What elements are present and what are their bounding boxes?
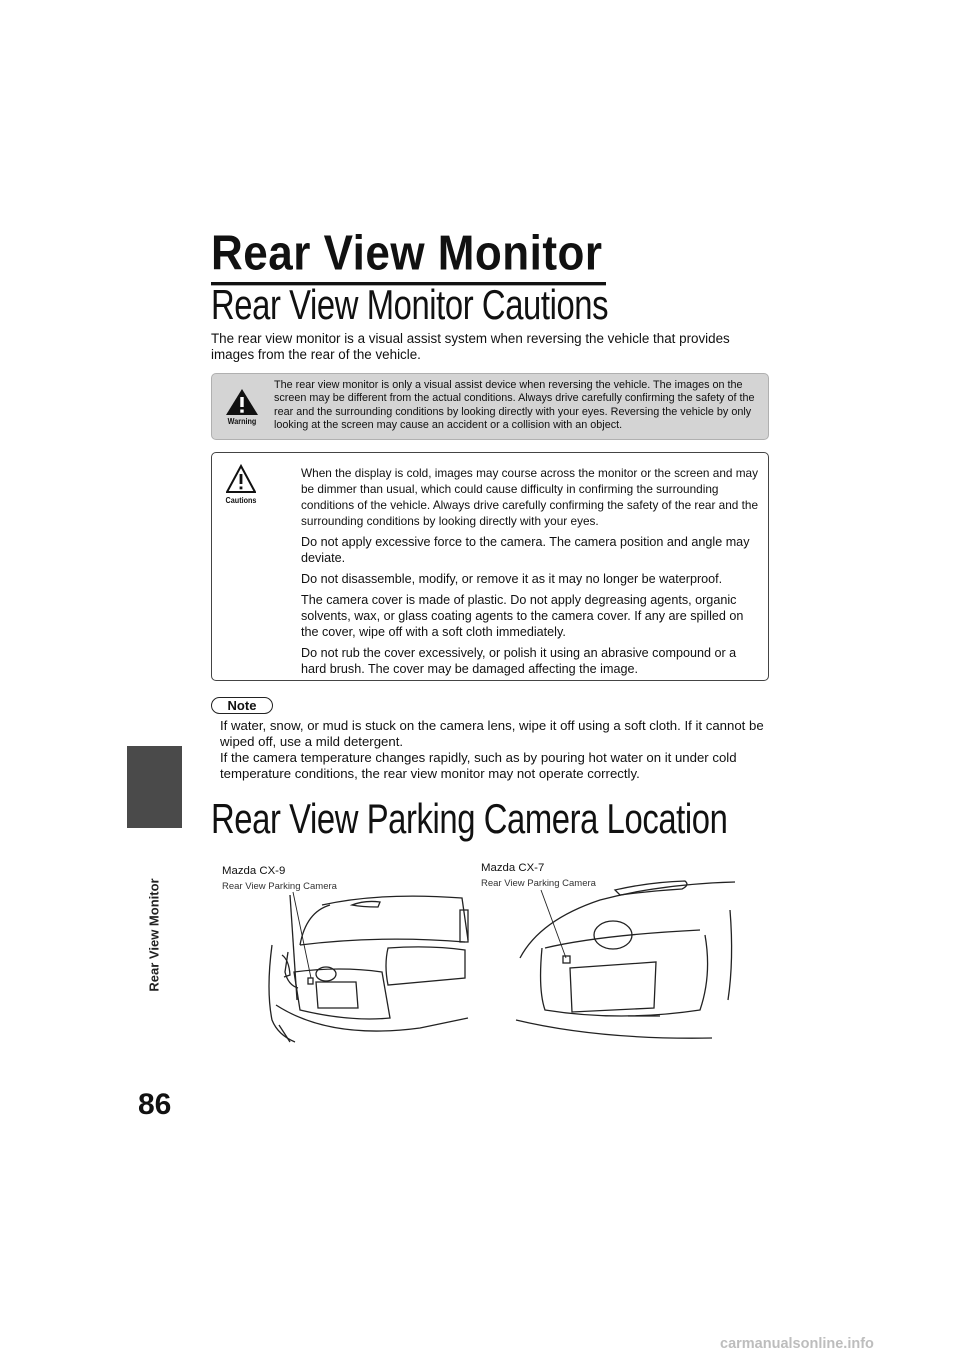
watermark: carmanualsonline.info [720,1336,874,1352]
section-heading-camera-location: Rear View Parking Camera Location [211,796,728,843]
chapter-label-text: Rear View Monitor [146,878,162,992]
section-heading-cautions: Rear View Monitor Cautions [211,282,609,329]
caution-item: The camera cover is made of plastic. Do not apply degreasing agents, organic solvents, wax, or glass coating agents to the camera cover. If any are spilled on the cover, wipe off with a soft cloth immediately. [301,593,744,639]
cx9-callout-line [293,892,311,978]
caution-item: Do not disassemble, modify, or remove it as it may no longer be waterproof. [301,572,723,586]
cautions-label: Cautions [225,495,257,505]
caution-item: Do not apply excessive force to the camera. The camera position and angle may deviate. [301,535,750,565]
intro-paragraph: The rear view monitor is a visual assist system when reversing the vehicle that provides images from the rear of the vehicle. [211,331,730,362]
note-item: If the camera temperature changes rapidly, such as by pouring hot water on it under cold temperature conditions, the rear view monitor may not operate correctly. [220,750,737,781]
caution-item: Do not rub the cover excessively, or polish it using an abrasive compound or a hard brush. The cover may be damaged affecting the image. [301,646,737,676]
cx7-callout-line [541,890,566,958]
cx7-model-label: Mazda CX-7 [481,862,545,874]
warning-text: The rear view monitor is only a visual assist device when reversing the vehicle. The images on the screen may be different from the actual conditions. Always drive carefully confirming the safety of the rear and the surrounding conditions by looking directly with your eyes. Reversing the vehicle by only looking at the screen may cause an accident or a collision with an object. [274,379,755,431]
note-label: Note [211,697,273,714]
cx7-camera-label: Rear View Parking Camera [481,878,596,889]
page-title: Rear View Monitor [211,226,606,285]
note-item: If water, snow, or mud is stuck on the camera lens, wipe it off using a soft cloth. If it cannot be wiped off, use a mild detergent. [220,718,764,749]
cx9-model-label: Mazda CX-9 [222,865,286,877]
caution-item: When the display is cold, images may course across the monitor or the screen and may be dimmer than usual, which could cause difficulty in confirming the surrounding conditions of the vehicle. Always drive carefully confirming the safety of the rear and the surrounding conditions by looking directly with your eyes. [301,466,759,528]
cx9-camera-label: Rear View Parking Camera [222,881,337,892]
cx9-rear-illustration [269,895,468,1042]
warning-label: Warning [227,416,257,426]
page-number: 86 [138,1088,172,1121]
cx7-rear-illustration [516,881,735,1038]
